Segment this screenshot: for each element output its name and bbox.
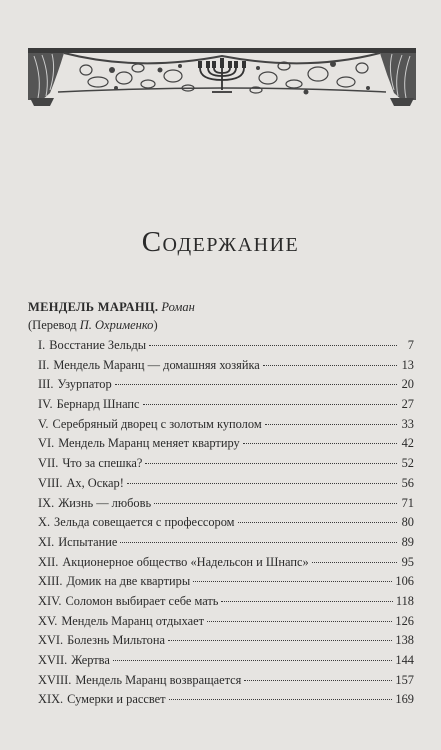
toc-entry[interactable]	[38, 397, 414, 417]
toc-entry[interactable]	[38, 496, 414, 516]
page-number: 71	[401, 495, 414, 510]
chapter-title: Мендель Маранц возвращается	[75, 672, 242, 687]
decorative-ornament-illustration	[28, 48, 416, 106]
chapter-title: Мендель Маранц отдыхает	[61, 613, 205, 628]
dot-leader	[154, 502, 397, 504]
dot-leader	[221, 600, 392, 602]
toc-entry[interactable]	[38, 633, 414, 653]
chapter-title: Ах, Оскар!	[66, 475, 124, 490]
page-number: 56	[401, 475, 414, 490]
dot-leader	[145, 462, 397, 464]
toc-entry[interactable]	[38, 692, 414, 712]
translator-name: П. Охрименко	[79, 318, 154, 332]
dot-leader	[243, 442, 397, 444]
dot-leader	[149, 344, 397, 346]
chapter-title: Что за спешка?	[62, 456, 143, 471]
chapter-number: XI.	[38, 534, 55, 549]
chapter-number: XVIII.	[38, 672, 72, 687]
dot-leader	[127, 482, 397, 484]
page-number: 52	[401, 456, 414, 471]
chapter-number: VI.	[38, 436, 55, 451]
chapter-title: Сумерки и рассвет	[67, 692, 166, 707]
page-number: 126	[395, 613, 414, 628]
page-number: 7	[407, 338, 414, 352]
chapter-title: Соломон выбирает себе мать	[65, 593, 219, 608]
toc-entry[interactable]	[38, 614, 414, 634]
chapter-title: Домик на две квартиры	[66, 574, 191, 589]
chapter-number: IX.	[38, 495, 55, 510]
dot-leader	[168, 639, 392, 641]
toc-entry[interactable]	[38, 456, 414, 476]
chapter-number: I.	[38, 338, 46, 352]
dot-leader	[143, 403, 397, 405]
chapter-title: Узурпатор	[57, 377, 112, 392]
chapter-number: V.	[38, 416, 49, 431]
chapter-number: X.	[38, 515, 51, 530]
page-number: 144	[395, 653, 414, 667]
chapter-title: Испытание	[58, 534, 118, 549]
page-number: 80	[401, 515, 414, 530]
page-number: 27	[401, 397, 414, 412]
chapter-title: Восстание Зельды	[49, 338, 147, 352]
toc-entry[interactable]	[38, 476, 414, 496]
dot-leader	[312, 561, 397, 563]
chapter-number: XIII.	[38, 574, 63, 589]
toc-entry[interactable]	[38, 535, 414, 555]
toc-entry[interactable]	[38, 594, 414, 614]
translator-credit	[28, 318, 158, 333]
chapter-number: XVII.	[38, 653, 68, 667]
dot-leader	[265, 423, 397, 425]
dot-leader	[244, 679, 392, 681]
toc-entry[interactable]	[38, 377, 414, 397]
chapter-number: XII.	[38, 554, 59, 569]
page-number: 118	[395, 593, 414, 608]
toc-entry[interactable]	[38, 417, 414, 437]
work-name: МЕНДЕЛЬ МАРАНЦ.	[28, 300, 159, 314]
chapter-title: Акционерное общество «Надельсон и Шнапс»	[62, 554, 309, 569]
page-number: 89	[401, 534, 414, 549]
chapter-title: Жизнь — любовь	[58, 495, 152, 510]
translator-prefix: (Перевод	[28, 318, 77, 332]
chapter-number: II.	[38, 357, 50, 372]
chapter-title: Серебряный дворец с золотым куполом	[52, 416, 262, 431]
chapter-title: Мендель Маранц — домашняя хозяйка	[53, 357, 260, 372]
chapter-title: Зельда совещается с профессором	[54, 515, 235, 530]
dot-leader	[120, 541, 397, 543]
page-number: 42	[401, 436, 414, 451]
dot-leader	[169, 698, 393, 700]
dot-leader	[115, 383, 397, 385]
page-number: 169	[395, 692, 414, 707]
work-kind: Роман	[161, 300, 195, 314]
toc-entry[interactable]	[38, 436, 414, 456]
toc-entry[interactable]	[38, 653, 414, 673]
page-number: 106	[395, 574, 414, 589]
chapter-number: IV.	[38, 397, 53, 412]
chapter-number: XIV.	[38, 593, 62, 608]
work-title	[28, 300, 195, 315]
chapter-title: Бернард Шнапс	[56, 397, 140, 412]
toc-entry[interactable]	[38, 515, 414, 535]
page-number: 138	[395, 633, 414, 648]
translator-suffix: )	[153, 318, 158, 332]
toc-entry[interactable]	[38, 673, 414, 693]
toc-entry[interactable]	[38, 574, 414, 594]
toc-entry[interactable]	[38, 338, 414, 358]
chapter-number: XV.	[38, 613, 58, 628]
chapter-number: VIII.	[38, 475, 63, 490]
toc-entry[interactable]	[38, 555, 414, 575]
chapter-number: VII.	[38, 456, 59, 471]
dot-leader	[238, 521, 397, 523]
page-number: 157	[395, 672, 414, 687]
toc-entry[interactable]	[38, 358, 414, 378]
chapter-number: XIX.	[38, 692, 64, 707]
page-number: 13	[401, 357, 414, 372]
page-number: 95	[401, 554, 414, 569]
dot-leader	[193, 580, 392, 582]
page-number: 20	[401, 377, 414, 392]
chapter-title: Жертва	[71, 653, 110, 667]
chapter-title: Болезнь Мильтона	[67, 633, 165, 648]
chapter-title: Мендель Маранц меняет квартиру	[58, 436, 240, 451]
dot-leader	[113, 659, 393, 661]
page-number: 33	[401, 416, 414, 431]
page-heading: Содержание	[141, 226, 300, 258]
dot-leader	[263, 364, 397, 366]
chapter-number: XVI.	[38, 633, 64, 648]
table-of-contents	[38, 338, 414, 712]
chapter-number: III.	[38, 377, 54, 392]
dot-leader	[207, 620, 392, 622]
